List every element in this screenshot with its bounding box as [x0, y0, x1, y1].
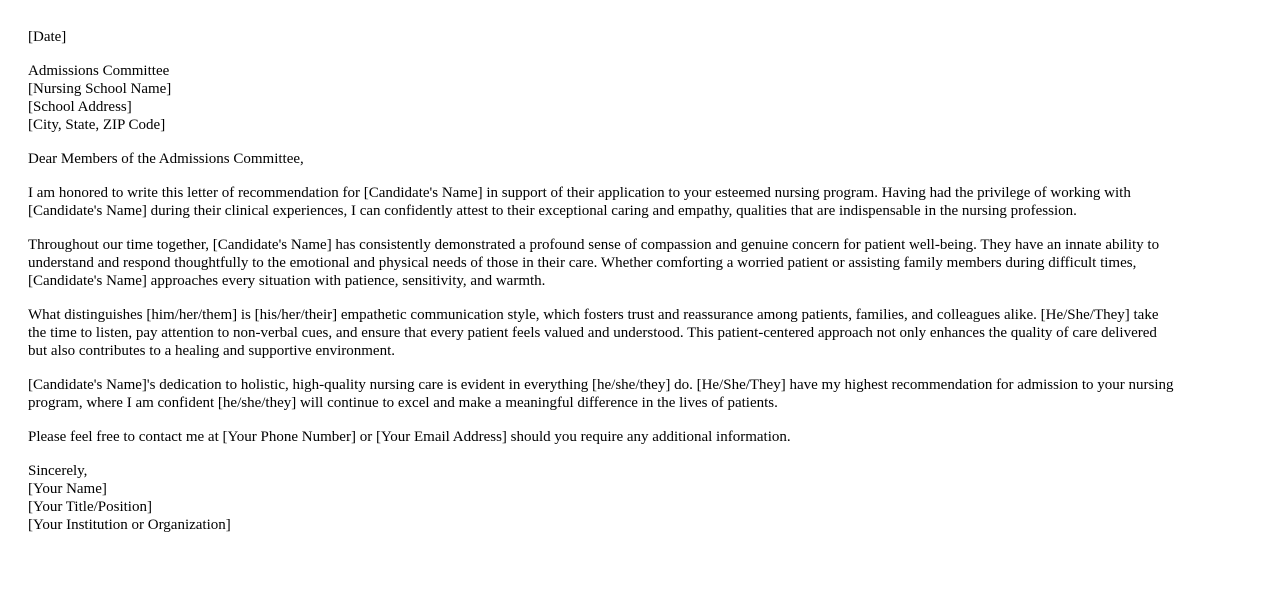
paragraph-line: [Candidate's Name] approaches every situation with patience, sensitivity, and warmth.: [28, 273, 546, 289]
letter-document: [28, 28, 1256, 550]
body-paragraph-1: [28, 184, 1256, 220]
salutation-block: [28, 150, 1256, 168]
paragraph-line: program, where I am confident [he/she/they] will continue to excel and make a meaningful difference in the lives of patients.: [28, 395, 778, 411]
closing-block: [28, 462, 1256, 534]
signer-institution: [Your Institution or Organization]: [28, 517, 231, 533]
paragraph-line: [Candidate's Name]'s dedication to holistic, high-quality nursing care is evident in everything [he/she/they] do. [He/She/They] have my highest recommendation for admission to your nursing: [28, 377, 1174, 393]
recipient-address-block: [28, 62, 1256, 134]
signer-title: [Your Title/Position]: [28, 499, 152, 515]
date-block: [28, 28, 1256, 46]
body-paragraph-4: [28, 376, 1256, 412]
recipient-school-address: [School Address]: [28, 99, 132, 115]
paragraph-line: the time to listen, pay attention to non-verbal cues, and ensure that every patient feels valued and understood. This patient-centered approach not only enhances the quality of care delivered: [28, 325, 1157, 341]
paragraph-line: understand and respond thoughtfully to the emotional and physical needs of those in their care. Whether comforting a worried patient or assisting family members during difficult times,: [28, 255, 1137, 271]
salutation: Dear Members of the Admissions Committee,: [28, 151, 304, 167]
valediction: Sincerely,: [28, 463, 88, 479]
paragraph-line: What distinguishes [him/her/them] is [his/her/their] empathetic communication style, which fosters trust and reassurance among patients, families, and colleagues alike. [He/She/They] take: [28, 307, 1159, 323]
letter-date: [Date]: [28, 29, 67, 45]
paragraph-line: [Candidate's Name] during their clinical experiences, I can confidently attest to their exceptional caring and empathy, qualities that are indispensable in the nursing profession.: [28, 203, 1077, 219]
body-paragraph-2: [28, 236, 1256, 290]
body-paragraph-3: [28, 306, 1256, 360]
recipient-school-name: [Nursing School Name]: [28, 81, 172, 97]
signer-name: [Your Name]: [28, 481, 107, 497]
paragraph-line: Please feel free to contact me at [Your Phone Number] or [Your Email Address] should you require any additional information.: [28, 429, 791, 445]
body-paragraph-5: [28, 428, 1256, 446]
paragraph-line: Throughout our time together, [Candidate's Name] has consistently demonstrated a profound sense of compassion and genuine concern for patient well-being. They have an innate ability to: [28, 237, 1160, 253]
paragraph-line: I am honored to write this letter of recommendation for [Candidate's Name] in support of their application to your esteemed nursing program. Having had the privilege of working with: [28, 185, 1131, 201]
recipient-committee: Admissions Committee: [28, 63, 170, 79]
recipient-city-state-zip: [City, State, ZIP Code]: [28, 117, 166, 133]
paragraph-line: but also contributes to a healing and supportive environment.: [28, 343, 396, 359]
